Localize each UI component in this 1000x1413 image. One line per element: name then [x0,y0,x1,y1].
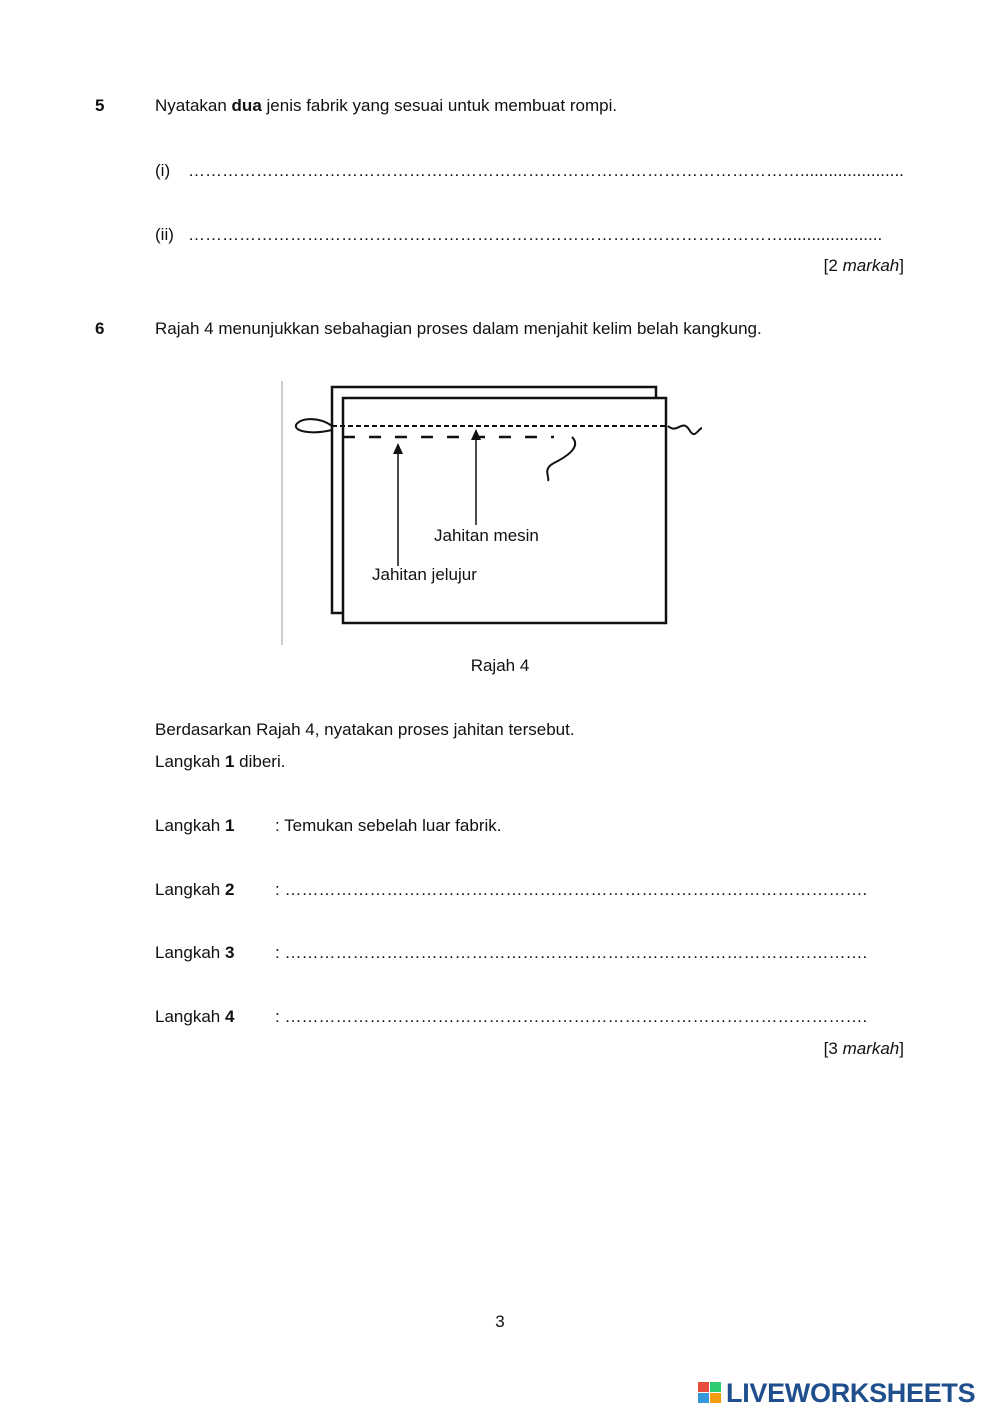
answer-5-ii-label: (ii) [155,225,174,244]
rajah-4-diagram [270,375,720,650]
right-thread-tail [668,425,702,434]
question-6-text: Rajah 4 menunjukkan sebahagian proses dalam menjahit kelim belah kangkung. [155,319,762,338]
marks-suffix: ] [899,256,904,275]
question-6-number: 6 [95,319,105,338]
step-number: 4 [224,1007,235,1026]
marks-word: markah [842,256,900,275]
left-thread-tail [296,419,332,432]
step-word: Langkah [155,1007,225,1026]
question-5-text [155,96,617,116]
given-prefix: Langkah [155,752,225,771]
liveworksheets-logo-icon [698,1382,722,1404]
step-1-text: : Temukan sebelah luar fabrik. [275,816,502,835]
step-2-label [155,880,234,900]
step-3-label [155,943,234,963]
question-6-instruction: Berdasarkan Rajah 4, nyatakan proses jahitan tersebut. [155,720,575,739]
step-4-answer-line[interactable]: : …………………………………………………………………………………………. [275,1007,868,1026]
marks-prefix: [3 [823,1039,843,1058]
step-1-given-note [155,752,285,772]
diagram-caption: Rajah 4 [470,656,530,675]
page-number: 3 [495,1312,505,1331]
step-word: Langkah [155,880,225,899]
marks-word: markah [842,1039,900,1058]
answer-5-i-line[interactable]: ………………………………………………………………………………………………...................... [188,161,904,180]
label-jahitan-jelujur: Jahitan jelujur [372,565,477,584]
step-word: Langkah [155,816,225,835]
question-6-marks [824,1039,904,1059]
step-1-label [155,816,234,836]
label-jahitan-mesin: Jahitan mesin [434,526,539,545]
step-3-answer-line[interactable]: : …………………………………………………………………………………………. [275,943,868,962]
given-bold: 1 [224,752,235,771]
liveworksheets-brand-text: LIVEWORKSHEETS [726,1378,976,1408]
step-2-answer-line[interactable]: : …………………………………………………………………………………………. [275,880,868,899]
step-4-label [155,1007,234,1027]
marks-prefix: [2 [823,256,843,275]
answer-5-ii-line[interactable]: ……………………………………………………………………………………………..................... [188,225,883,244]
liveworksheets-watermark [698,1378,994,1408]
step-number: 3 [224,943,235,962]
question-5-text-part: Nyatakan [155,96,232,115]
question-5-text-part: jenis fabrik yang sesuai untuk membuat rompi. [261,96,618,115]
step-number: 1 [224,816,235,835]
step-number: 2 [224,880,235,899]
question-5-number: 5 [95,96,105,115]
marks-suffix: ] [899,1039,904,1058]
question-5-text-bold: dua [231,96,262,115]
front-fabric-layer [343,398,666,623]
given-suffix: diberi. [234,752,286,771]
question-5-marks [824,256,904,276]
step-word: Langkah [155,943,225,962]
answer-5-i-label: (i) [155,161,171,180]
